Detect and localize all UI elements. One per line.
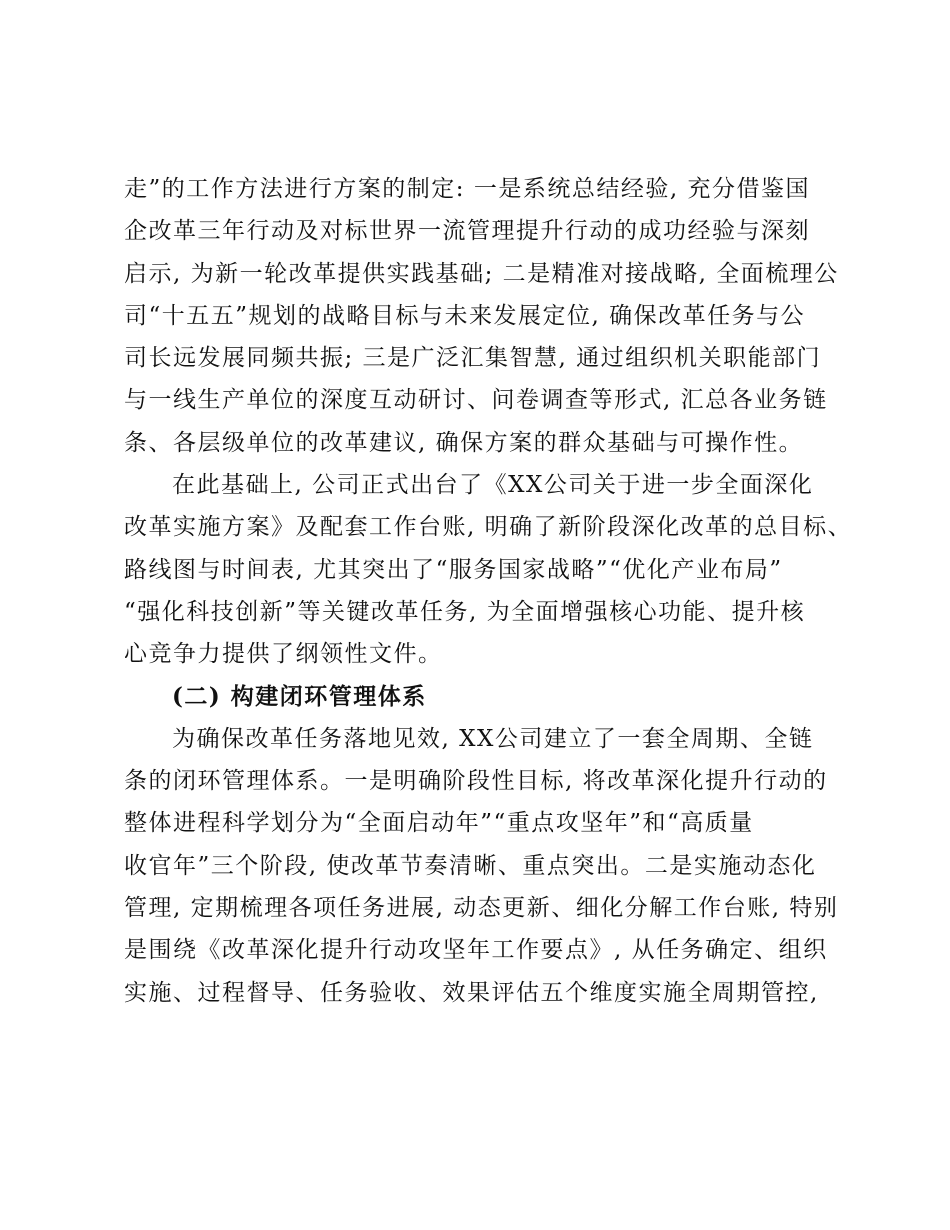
body-text	[124, 168, 854, 1014]
paragraph-line: 走”的工作方法进行方案的制定: 一是系统总结经验, 充分借鉴国	[124, 176, 810, 202]
paragraph-line: 条、各层级单位的改革建议, 确保方案的群众基础与可操作性。	[124, 429, 804, 456]
paragraph-line: 与一线生产单位的深度互动研讨、问卷调查等形式, 汇总各业务链	[124, 387, 828, 414]
paragraph-line: 整体进程科学划分为“全面启动年”“重点攻坚年”和“高质量	[124, 810, 754, 837]
paragraph-line: “强化科技创新”等关键改革任务, 为全面增强核心功能、提升核	[124, 598, 806, 625]
paragraph-line: 是围绕《改革深化提升行动攻坚年工作要点》, 从任务确定、组织	[124, 937, 828, 964]
paragraph-first-line: 为确保改革任务落地见效, XX公司建立了一套全周期、全链	[172, 725, 814, 752]
paragraph-line: 企改革三年行动及对标世界一流管理提升行动的成功经验与深刻	[124, 218, 810, 245]
paragraph-line: 路线图与时间表, 尤其突出了“服务国家战略”“优化产业布局”	[124, 556, 783, 583]
section-heading: (二) 构建闭环管理体系	[172, 682, 427, 710]
paragraph-line: 条的闭环管理体系。一是明确阶段性目标, 将改革深化提升行动的	[124, 768, 828, 795]
paragraph-line: 心竞争力提供了纲领性文件。	[124, 641, 443, 668]
paragraph-line: 司长远发展同频共振; 三是广泛汇集智慧, 通过组织机关职能部门	[124, 345, 822, 372]
paragraph-line: 司“十五五”规划的战略目标与未来发展定位, 确保改革任务与公	[124, 302, 806, 329]
paragraph-line: 启示, 为新一轮改革提供实践基础; 二是精准对接战略, 全面梳理公	[124, 260, 839, 287]
paragraph-first-line: 在此基础上, 公司正式出台了《XX公司关于进一步全面深化	[172, 472, 814, 499]
paragraph-line: 实施、过程督导、任务验收、效果评估五个维度实施全周期管控,	[124, 979, 819, 1006]
paragraph-line: 管理, 定期梳理各项任务进展, 动态更新、细化分解工作台账, 特别	[124, 895, 839, 922]
paragraph-line: 收官年”三个阶段, 使改革节奏清晰、重点突出。二是实施动态化	[124, 852, 817, 879]
paragraph-line: 改革实施方案》及配套工作台账, 明确了新阶段深化改革的总目标、	[124, 514, 853, 541]
